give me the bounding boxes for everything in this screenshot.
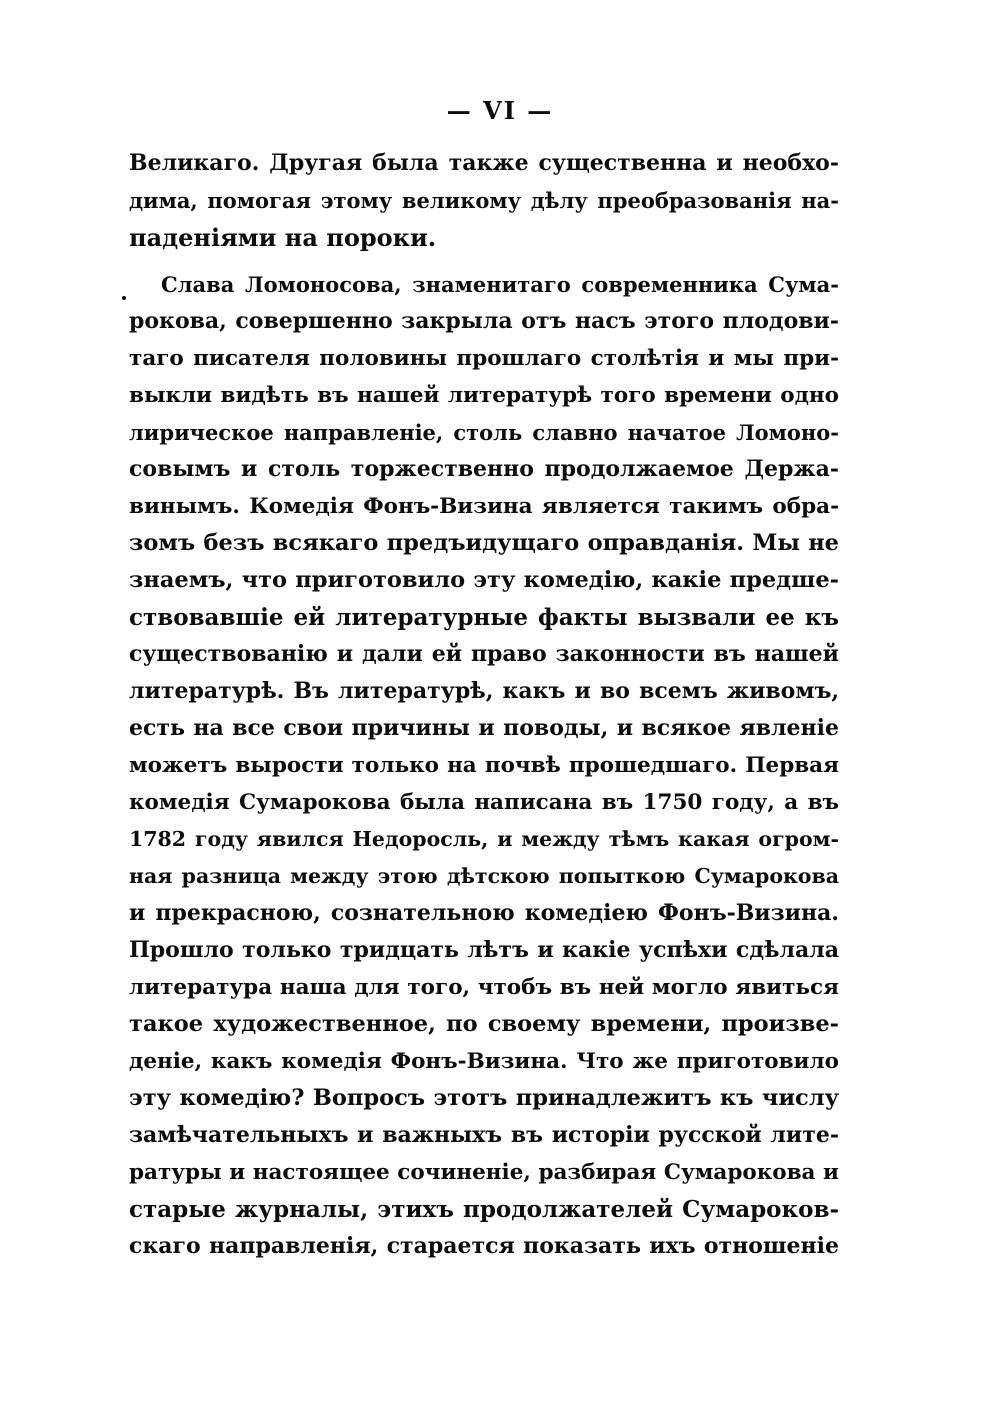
text-line: старые журналы, этихъ продолжателей Сумароков- bbox=[129, 1196, 839, 1223]
text-line: Прошло только тридцать лѣтъ и какіе успѣхи сдѣлала bbox=[129, 937, 839, 963]
text-line: скаго направленія, старается показать ихъ отношеніе bbox=[129, 1233, 839, 1259]
text-line bbox=[129, 1302, 839, 1339]
page-number: — VI — bbox=[446, 96, 554, 125]
text-line: знаемъ, что приготовило эту комедію, какіе предше- bbox=[129, 567, 839, 593]
text-line bbox=[129, 1265, 839, 1302]
text-line: лирическое направленіе, столь славно начатое Ломоно- bbox=[129, 420, 839, 445]
text-line: ратуры и настоящее сочиненіе, разбирая Сумарокова и bbox=[129, 1160, 839, 1185]
text-line: 1782 году явился Недоросль, и между тѣмъ какая огром- bbox=[129, 827, 839, 851]
text-line: есть на все свои причины и поводы, и всякое явленіе bbox=[129, 715, 839, 741]
text-line: литературѣ. Въ литературѣ, какъ и во всемъ живомъ, bbox=[129, 678, 839, 704]
text-line: ная разница между этою дѣтскою попыткою Сумарокова bbox=[129, 864, 839, 888]
text-line: и прекрасною, сознательною комедіею Фонъ-Визина. bbox=[129, 900, 839, 926]
body-text bbox=[129, 145, 839, 1339]
paragraph bbox=[129, 266, 839, 1339]
text-line: замѣчательныхъ и важныхъ въ исторіи русской лите- bbox=[129, 1122, 839, 1148]
text-line: такое художественное, по своему времени, произве- bbox=[129, 1011, 839, 1037]
text-line: паденіями на пороки. bbox=[129, 223, 437, 252]
text-line: эту комедію? Вопросъ этотъ принадлежитъ къ числу bbox=[129, 1085, 839, 1111]
text-line: Великаго. Другая была также существенна и необхо- bbox=[129, 150, 839, 176]
paragraph bbox=[129, 145, 839, 256]
text-line: винымъ. Комедія Фонъ-Визина является такимъ обра- bbox=[129, 494, 839, 519]
text-line: совымъ и столь торжественно продолжаемое Держа- bbox=[129, 456, 839, 482]
text-line: таго писателя половины прошлаго столѣтія и мы при- bbox=[129, 346, 839, 371]
text-line: дима, помогая этому великому дѣлу преобразованія на- bbox=[129, 188, 839, 213]
text-line: ствовавшіе ей литературные факты вызвали ее къ bbox=[129, 604, 839, 631]
text-line: комедія Сумарокова была написана въ 1750 году, а въ bbox=[129, 790, 839, 815]
text-line: литература наша для того, чтобъ въ ней могло явиться bbox=[129, 975, 839, 1000]
text-line: выкли видѣть въ нашей литературѣ того времени одно bbox=[129, 383, 839, 408]
ink-speck bbox=[122, 296, 126, 300]
text-line: деніе, какъ комедія Фонъ-Визина. Что же приготовило bbox=[129, 1049, 839, 1074]
paragraph-gap bbox=[129, 256, 839, 266]
text-line: существованію и дали ей право законности въ нашей bbox=[129, 641, 839, 667]
text-line: зомъ безъ всякаго предъидущаго оправданія. Мы не bbox=[129, 530, 839, 556]
text-line: Слава Ломоносова, знаменитаго современника Сума- bbox=[161, 272, 839, 297]
text-line: рокова, совершенно закрыла отъ насъ этого плодови- bbox=[129, 308, 839, 334]
text-line: можетъ вырости только на почвѣ прошедшаго. Первая bbox=[129, 753, 839, 778]
